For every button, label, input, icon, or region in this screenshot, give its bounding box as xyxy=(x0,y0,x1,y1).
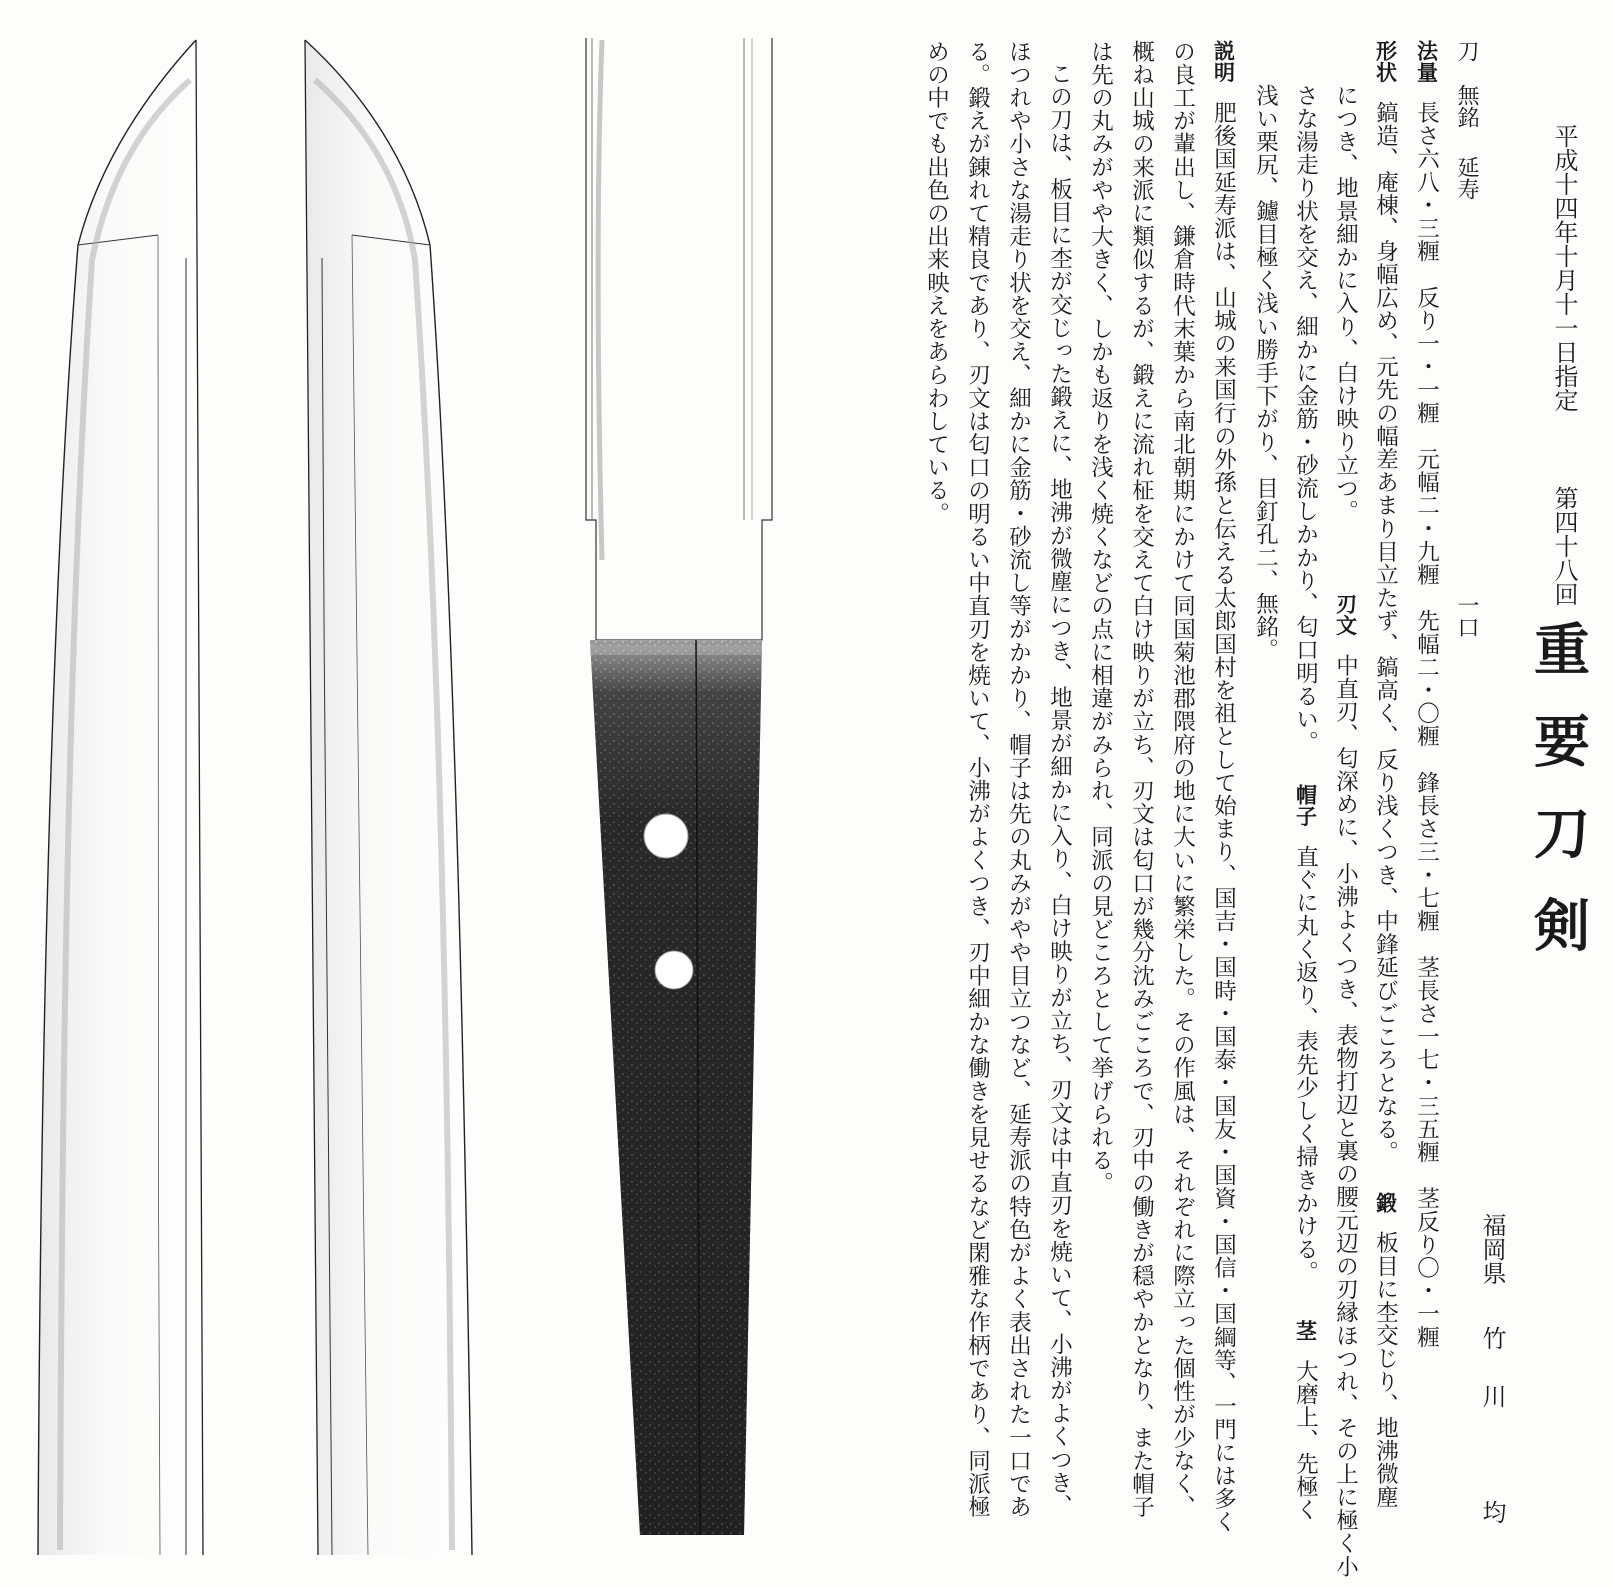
kitae-label: 鍛 xyxy=(1373,1191,1398,1214)
setsumei-p2-line2: ほつれや小さな湯走り状を交え、細かに金筋・砂流し等がかかり、帽子は先の丸みがやや目立つなど、延寿派の特色がよく表出された一口であ xyxy=(1005,40,1032,1519)
designation-date: 平成十四年十月十一日指定 xyxy=(1550,124,1578,412)
setsumei-label: 説明 xyxy=(1211,40,1236,84)
boushi-label: 帽子 xyxy=(1293,783,1318,828)
setsumei-p2-line1: この刀は、板目に杢が交じった鍛えに、地沸が微塵につき、地景が細かに入り、白け映りが立ち、刃文は中直刃を焼いて、小沸がよくつき、 xyxy=(1046,62,1073,1518)
oshigata-nakago xyxy=(586,38,772,1535)
setsumei-p1-line4: は先の丸みがやや大きく、しかも返りを浅く焼くなどの点に相違がみられ、同派の見どころとして挙げられる。 xyxy=(1087,40,1114,1195)
sword-mei: 無銘 xyxy=(1454,84,1479,128)
keijou-row-2 xyxy=(1334,84,1357,1578)
setsumei-row-6 xyxy=(1007,40,1030,1518)
oshigata-tip-ura xyxy=(305,40,472,1555)
setsumei-p2-line4: めの中でも出色の出来映えをあらわしている。 xyxy=(923,40,950,526)
keijou-row-4 xyxy=(1254,84,1277,662)
houryou-label: 法量 xyxy=(1414,40,1439,84)
houryou-row xyxy=(1415,40,1438,1349)
setsumei-p1-line1: 肥後国延寿派は、山城の来国行の外孫と伝える太郎国村を祖として始まり、国吉・国時・国泰・国友・国資・国信・国綱等、一門には多く xyxy=(1210,101,1237,1534)
keijou-row-3 xyxy=(1294,84,1317,1521)
sword-type: 刀 xyxy=(1454,40,1479,62)
owner-name-2: 川 xyxy=(1478,1384,1506,1408)
setsumei-row-4 xyxy=(1089,40,1112,1195)
keijou-line4: 浅い栗尻、鑢目極く浅い勝手下がり、目釘孔二、無銘。 xyxy=(1252,84,1279,662)
keijou-line3: さな湯走り状を交え、細かに金筋・砂流しかかり、匂口明るい。 xyxy=(1292,84,1319,754)
kitae-text-1: 板目に杢交じり、地沸微塵 xyxy=(1372,1231,1399,1509)
keijou-line2: につき、地景細かに入り、白け映り立つ。 xyxy=(1332,84,1359,523)
hamon-label: 刃文 xyxy=(1333,592,1358,637)
page-title: 重要刀剣 xyxy=(1525,620,1591,988)
oshigata-tip-omote xyxy=(38,40,203,1555)
setsumei-row-1 xyxy=(1212,40,1235,1533)
owner-prefecture: 福岡県 xyxy=(1478,1213,1506,1285)
owner-name-3: 均 xyxy=(1478,1500,1506,1524)
setsumei-row-8 xyxy=(925,40,948,525)
sword-attribution: 延寿 xyxy=(1454,156,1479,200)
setsumei-row-5 xyxy=(1048,62,1071,1517)
sword-count: 一口 xyxy=(1454,594,1479,638)
houryou-text: 長さ六八・三糎 反り一・一糎 元幅二・九糎 先幅二・〇糎 鋒長さ三・七糎 茎長さ一七・三五糎 茎反り〇・一糎 xyxy=(1413,101,1440,1349)
round-number: 第四十八回 xyxy=(1550,486,1578,606)
setsumei-p2-line3: る。鍛えが錬れて精良であり、刃文は匂口の明るい中直刃を焼いて、小沸がよくつき、刃中細かな働きを見せるなど閑雅な作柄であり、同派極 xyxy=(964,40,991,1519)
owner-name-1: 竹 xyxy=(1478,1326,1506,1350)
hamon-text-1: 中直刃、匂深めに、小沸よくつき、表物打辺と裏の腰元辺の刃縁ほつれ、その上に極く小 xyxy=(1332,654,1359,1579)
keijou-row-1 xyxy=(1374,40,1397,1509)
setsumei-row-7 xyxy=(966,40,989,1518)
nakago-text-1: 大磨上、先極く xyxy=(1292,1359,1319,1522)
keijou-label: 形状 xyxy=(1373,40,1398,84)
setsumei-p1-line2: の良工が輩出し、鎌倉時代末葉から南北朝期にかけて同国菊池郡隈府の地に大いに繁栄した。その作風は、それぞれに際立った個性が少なく、 xyxy=(1169,40,1196,1519)
setsumei-row-2 xyxy=(1171,40,1194,1518)
boushi-text-1: 直ぐに丸く返り、表先少しく掃きかける。 xyxy=(1292,845,1319,1285)
nakago-label: 茎 xyxy=(1293,1320,1318,1342)
keijou-line1: 鎬造、庵棟、身幅広め、元先の幅差あまり目立たず、鎬高く、反り浅くつき、中鋒延びごころとなる。 xyxy=(1372,101,1399,1164)
setsumei-row-3 xyxy=(1130,40,1153,1518)
setsumei-p1-line3: 概ね山城の来派に類似するが、鍛えに流れ柾を交えて白け映りが立ち、刃文は匂口が幾分沈みごころで、刃中の働きが穏やかとなり、また帽子 xyxy=(1128,40,1155,1519)
